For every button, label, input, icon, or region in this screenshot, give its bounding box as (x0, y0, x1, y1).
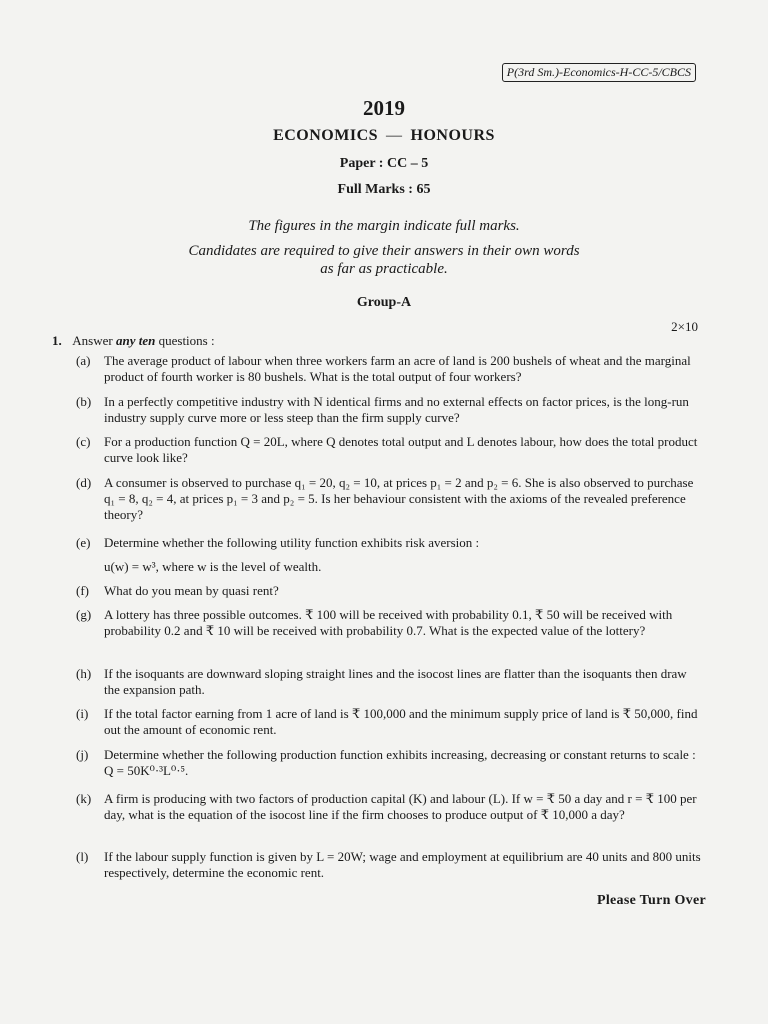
sub-question-label: (l) (76, 849, 89, 864)
sub-question-l (76, 849, 702, 881)
sub-question-text: If the total factor earning from 1 acre of land is ₹ 100,000 and the minimum supply price of land is ₹ 50,000, find out the amount of economic rent. (104, 706, 698, 737)
sub-question-d (76, 475, 702, 523)
subject-right: HONOURS (410, 127, 495, 144)
sub-question-label: (d) (76, 475, 92, 490)
sub-question-j (76, 747, 702, 779)
sub-question-e (76, 535, 702, 551)
sub-question-text: If the isoquants are downward sloping straight lines and the isocost lines are flatter than the isoquants then draw the expansion path. (104, 666, 687, 697)
sub-question-label: (k) (76, 791, 92, 806)
sub-question-text: Determine whether the following utility function exhibits risk aversion : (104, 535, 480, 550)
sub-question-label: (h) (76, 666, 92, 681)
sub-question-label: (f) (76, 583, 89, 598)
sub-question-text: Determine whether the following production function exhibits increasing, decreasing or constant returns to scale : Q = 50K⁰·³L⁰·⁵. (104, 747, 696, 778)
instruction-line-2: Candidates are required to give their answers in their own words (188, 243, 580, 259)
sub-question-k (76, 791, 702, 823)
sub-question-label: (j) (76, 747, 89, 762)
sub-question-i (76, 706, 702, 738)
question-1-heading (52, 333, 215, 349)
paper-number: Paper : CC – 5 (339, 156, 429, 171)
sub-question-text: In a perfectly competitive industry with N identical firms and no external effects on factor prices, is the long-run industry supply curve more or less steep than the firm supply curve? (104, 394, 689, 425)
question-marks: 2×10 (671, 319, 698, 334)
sub-question-g (76, 607, 702, 639)
instruction-line-3: as far as practicable. (320, 261, 448, 277)
sub-question-text: What do you mean by quasi rent? (104, 583, 279, 598)
sub-question-f (76, 583, 702, 599)
exam-year: 2019 (363, 96, 405, 120)
sub-question-label: (a) (76, 353, 91, 368)
full-marks: Full Marks : 65 (337, 182, 431, 197)
sub-question-label: (g) (76, 607, 92, 622)
question-prefix: Answer (72, 333, 113, 348)
please-turn-over: Please Turn Over (596, 893, 706, 908)
sub-question-label: (b) (76, 394, 92, 409)
sub-question-label: (e) (76, 535, 91, 550)
sub-question-label: (i) (76, 706, 89, 721)
paper-code: P(3rd Sm.)-Economics-H-CC-5/CBCS (502, 63, 696, 82)
sub-question-text: A firm is producing with two factors of production capital (K) and labour (L). If w = ₹ 50 a day and r = ₹ 100 per day, what is the equation of the isocost line if the firm chooses to produce output of ₹ 10,000 a day? (104, 791, 697, 822)
utility-formula: u(w) = w³, where w is the level of wealth. (104, 559, 322, 574)
subject-dash: — (386, 127, 403, 144)
sub-question-text: If the labour supply function is given by L = 20W; wage and employment at equilibrium are 40 units and 800 units respectively, determine the economic rent. (104, 849, 701, 880)
sub-question-text: A lottery has three possible outcomes. ₹ 100 will be received with probability 0.1, ₹ 50 will be received with probability 0.2 and ₹ 10 will be received with probability 0.7. What is the expected value of the lottery? (104, 607, 673, 638)
sub-question-text: For a production function Q = 20L, where Q denotes total output and L denotes labour, how does the total product curve look like? (104, 434, 698, 465)
sub-question-text: A consumer is observed to purchase q₁ = 20, q₂ = 10, at prices p₁ = 2 and p₂ = 6. She is also observed to purchase q₁ = 8, q₂ = 4, at prices p₁ = 3 and p₂ = 5. Is her behaviour consistent with the axioms of the revealed preference theory? (104, 475, 694, 522)
instruction-line-1: The figures in the margin indicate full marks. (248, 218, 520, 234)
sub-question-b (76, 394, 702, 426)
question-number: 1. (52, 333, 62, 348)
question-suffix: questions : (158, 333, 215, 348)
sub-question-c (76, 434, 702, 466)
subject-left: ECONOMICS (273, 127, 379, 144)
question-emphasis: any ten (115, 333, 156, 348)
sub-question-text: The average product of labour when three workers farm an acre of land is 200 bushels of wheat and the marginal product of fourth worker is 80 bushels. What is the total output of four workers? (104, 353, 691, 384)
sub-question-label: (c) (76, 434, 91, 449)
group-heading: Group-A (356, 295, 412, 310)
subject-title (0, 127, 768, 145)
sub-question-h (76, 666, 702, 698)
sub-question-a (76, 353, 702, 385)
